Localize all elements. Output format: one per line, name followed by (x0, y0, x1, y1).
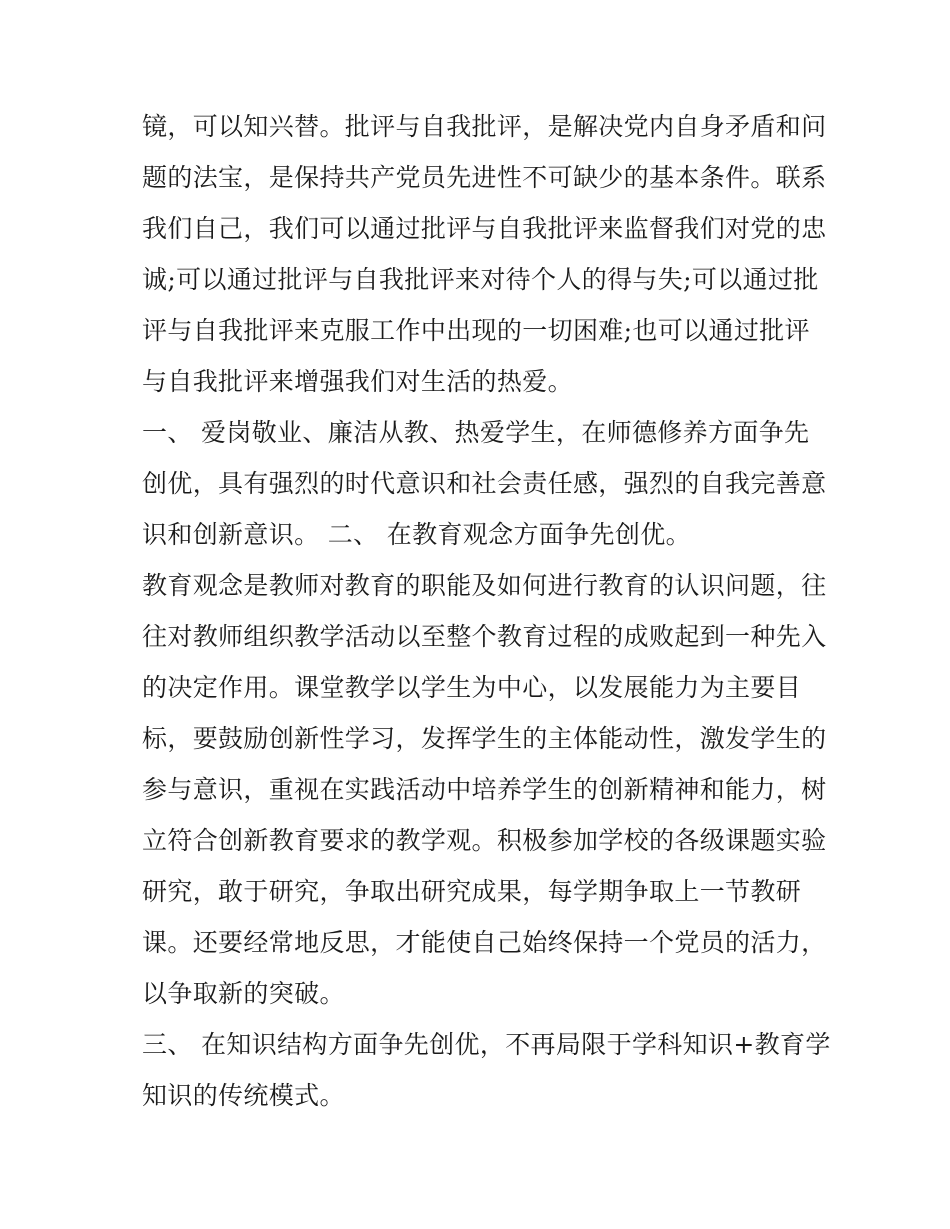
text-line: 三、 在知识结构方面争先创优，不再局限于学科知识+教育学 (142, 1030, 831, 1059)
text-line: 评与自我批评来克服工作中出现的一切困难;也可以通过批评 (142, 316, 810, 345)
text-line: 以争取新的突破。 (142, 979, 345, 1008)
text-line: 参与意识，重视在实践活动中培养学生的创新精神和能力，树 (142, 775, 827, 804)
text-line: 我们自己，我们可以通过批评与自我批评来监督我们对党的忠 (142, 214, 827, 243)
text-line: 往对教师组织教学活动以至整个教育过程的成败起到一种先入 (142, 622, 827, 651)
text-line: 立符合创新教育要求的教学观。积极参加学校的各级课题实验 (142, 826, 827, 855)
text-line: 创优，具有强烈的时代意识和社会责任感，强烈的自我完善意 (142, 469, 827, 498)
text-line: 识和创新意识。 二、 在教育观念方面争先创优。 (142, 520, 691, 549)
text-line: 与自我批评来增强我们对生活的热爱。 (142, 367, 573, 396)
text-line: 标，要鼓励创新性学习，发挥学生的主体能动性，激发学生的 (142, 724, 827, 753)
text-line: 课。还要经常地反思，才能使自己始终保持一个党员的活力， (142, 928, 827, 957)
text-line: 知识的传统模式。 (142, 1081, 345, 1110)
text-line: 的决定作用。课堂教学以学生为中心，以发展能力为主要目 (142, 673, 802, 702)
text-line: 诚;可以通过批评与自我批评来对待个人的得与失;可以通过批 (142, 265, 819, 294)
text-line: 一、 爱岗敬业、廉洁从教、热爱学生，在师德修养方面争先 (142, 418, 810, 447)
text-line: 研究，敢于研究，争取出研究成果，每学期争取上一节教研 (142, 877, 802, 906)
text-line: 教育观念是教师对教育的职能及如何进行教育的认识问题，往 (142, 571, 827, 600)
text-line: 镜，可以知兴替。批评与自我批评，是解决党内自身矛盾和问 (142, 112, 827, 141)
text-line: 题的法宝，是保持共产党员先进性不可缺少的基本条件。联系 (142, 163, 827, 192)
